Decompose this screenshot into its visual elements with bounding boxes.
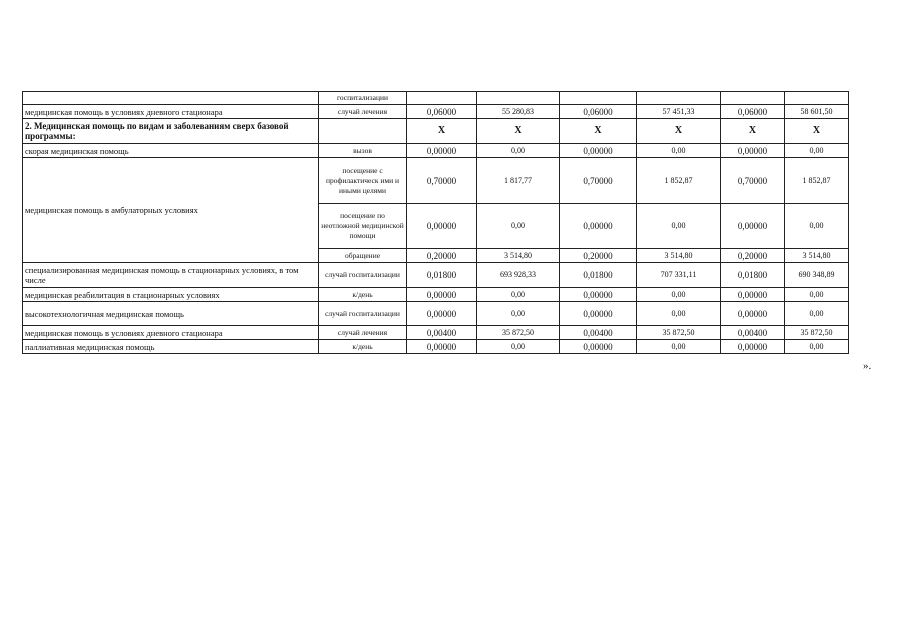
cost-cell: 1 852,87 bbox=[637, 158, 721, 204]
x-mark-cell: X bbox=[407, 119, 477, 144]
table-row bbox=[23, 340, 849, 354]
norm-cell: 0,00000 bbox=[721, 340, 785, 354]
norm-cell: 0,00400 bbox=[721, 326, 785, 340]
unit-cell: обращение bbox=[319, 249, 407, 263]
norm-cell bbox=[721, 92, 785, 105]
norm-cell: 0,00000 bbox=[560, 340, 637, 354]
table-row bbox=[23, 263, 849, 288]
table-row bbox=[23, 158, 849, 204]
cost-cell: 690 348,89 bbox=[785, 263, 849, 288]
norm-cell: 0,00000 bbox=[721, 144, 785, 158]
norm-cell: 0,70000 bbox=[560, 158, 637, 204]
table-row bbox=[23, 92, 849, 105]
norm-cell: 0,00000 bbox=[721, 288, 785, 302]
norm-cell bbox=[560, 92, 637, 105]
cost-cell: 0,00 bbox=[477, 288, 560, 302]
cost-cell: 0,00 bbox=[477, 302, 560, 326]
cost-cell: 0,00 bbox=[637, 302, 721, 326]
care-type-cell: медицинская помощь в условиях дневного стационара bbox=[23, 105, 319, 119]
unit-cell bbox=[319, 119, 407, 144]
x-mark-cell: X bbox=[560, 119, 637, 144]
cost-cell: 0,00 bbox=[637, 204, 721, 249]
unit-cell: посещение по неотложной медицинской помощи bbox=[319, 204, 407, 249]
cost-cell: 35 872,50 bbox=[477, 326, 560, 340]
cost-cell: 1 817,77 bbox=[477, 158, 560, 204]
table-row bbox=[23, 288, 849, 302]
norm-cell: 0,01800 bbox=[407, 263, 477, 288]
cost-cell bbox=[477, 92, 560, 105]
care-type-cell: высокотехнологичная медицинская помощь bbox=[23, 302, 319, 326]
cost-cell bbox=[637, 92, 721, 105]
norm-cell: 0,00000 bbox=[407, 302, 477, 326]
norm-cell: 0,06000 bbox=[560, 105, 637, 119]
unit-cell: госпитализации bbox=[319, 92, 407, 105]
table-row bbox=[23, 302, 849, 326]
norm-cell: 0,20000 bbox=[721, 249, 785, 263]
norm-cell: 0,00000 bbox=[407, 144, 477, 158]
norm-cell: 0,00000 bbox=[407, 288, 477, 302]
cost-cell: 57 451,33 bbox=[637, 105, 721, 119]
care-type-cell: скорая медицинская помощь bbox=[23, 144, 319, 158]
x-mark-cell: X bbox=[785, 119, 849, 144]
norm-cell: 0,20000 bbox=[407, 249, 477, 263]
unit-cell: вызов bbox=[319, 144, 407, 158]
norm-cell: 0,00000 bbox=[721, 204, 785, 249]
x-mark-cell: X bbox=[721, 119, 785, 144]
cost-cell: 1 852,87 bbox=[785, 158, 849, 204]
cost-cell bbox=[785, 92, 849, 105]
cost-cell: 0,00 bbox=[477, 204, 560, 249]
norm-cell: 0,00400 bbox=[560, 326, 637, 340]
unit-cell: случай лечения bbox=[319, 326, 407, 340]
norm-cell: 0,00000 bbox=[560, 204, 637, 249]
programme-table bbox=[22, 91, 849, 354]
unit-cell: случай госпитализации bbox=[319, 302, 407, 326]
cost-cell: 0,00 bbox=[637, 340, 721, 354]
cost-cell: 58 601,50 bbox=[785, 105, 849, 119]
cost-cell: 0,00 bbox=[785, 340, 849, 354]
norm-cell: 0,00000 bbox=[407, 204, 477, 249]
norm-cell: 0,00000 bbox=[560, 144, 637, 158]
norm-cell: 0,00000 bbox=[407, 340, 477, 354]
care-type-cell: медицинская помощь в условиях дневного стационара bbox=[23, 326, 319, 340]
cost-cell: 3 514,80 bbox=[785, 249, 849, 263]
unit-cell: случай лечения bbox=[319, 105, 407, 119]
closing-quote-mark: ». bbox=[863, 360, 872, 372]
norm-cell: 0,06000 bbox=[407, 105, 477, 119]
cost-cell: 35 872,50 bbox=[785, 326, 849, 340]
unit-cell: посещение с профилактическ ими и иными целями bbox=[319, 158, 407, 204]
unit-cell: к/день bbox=[319, 288, 407, 302]
cost-cell: 0,00 bbox=[785, 204, 849, 249]
cost-cell: 707 331,11 bbox=[637, 263, 721, 288]
table-row bbox=[23, 105, 849, 119]
cost-cell: 693 928,33 bbox=[477, 263, 560, 288]
cost-cell: 0,00 bbox=[477, 340, 560, 354]
norm-cell: 0,01800 bbox=[560, 263, 637, 288]
norm-cell: 0,70000 bbox=[721, 158, 785, 204]
norm-cell: 0,00000 bbox=[721, 302, 785, 326]
norm-cell: 0,70000 bbox=[407, 158, 477, 204]
cost-cell: 55 280,83 bbox=[477, 105, 560, 119]
table-row bbox=[23, 326, 849, 340]
cost-cell: 0,00 bbox=[785, 144, 849, 158]
cost-cell: 35 872,50 bbox=[637, 326, 721, 340]
cost-cell: 0,00 bbox=[637, 144, 721, 158]
x-mark-cell: X bbox=[637, 119, 721, 144]
care-type-cell: медицинская реабилитация в стационарных условиях bbox=[23, 288, 319, 302]
section-heading: 2. Медицинская помощь по видам и заболеваниям сверх базовой программы: bbox=[23, 119, 319, 144]
norm-cell: 0,01800 bbox=[721, 263, 785, 288]
cost-cell: 0,00 bbox=[477, 144, 560, 158]
unit-cell: к/день bbox=[319, 340, 407, 354]
care-type-cell: медицинская помощь в амбулаторных условиях bbox=[23, 158, 319, 263]
norm-cell: 0,20000 bbox=[560, 249, 637, 263]
unit-cell: случай госпитализации bbox=[319, 263, 407, 288]
cost-cell: 0,00 bbox=[785, 288, 849, 302]
norm-cell: 0,00000 bbox=[560, 302, 637, 326]
norm-cell: 0,00400 bbox=[407, 326, 477, 340]
table-row bbox=[23, 144, 849, 158]
care-type-cell: специализированная медицинская помощь в стационарных условиях, в том числе bbox=[23, 263, 319, 288]
cost-cell: 3 514,80 bbox=[637, 249, 721, 263]
norm-cell: 0,00000 bbox=[560, 288, 637, 302]
care-type-cell: паллиативная медицинская помощь bbox=[23, 340, 319, 354]
cost-cell: 0,00 bbox=[637, 288, 721, 302]
cost-cell: 0,00 bbox=[785, 302, 849, 326]
x-mark-cell: X bbox=[477, 119, 560, 144]
norm-cell bbox=[407, 92, 477, 105]
norm-cell: 0,06000 bbox=[721, 105, 785, 119]
cost-cell: 3 514,80 bbox=[477, 249, 560, 263]
care-type-cell bbox=[23, 92, 319, 105]
table-row bbox=[23, 119, 849, 144]
